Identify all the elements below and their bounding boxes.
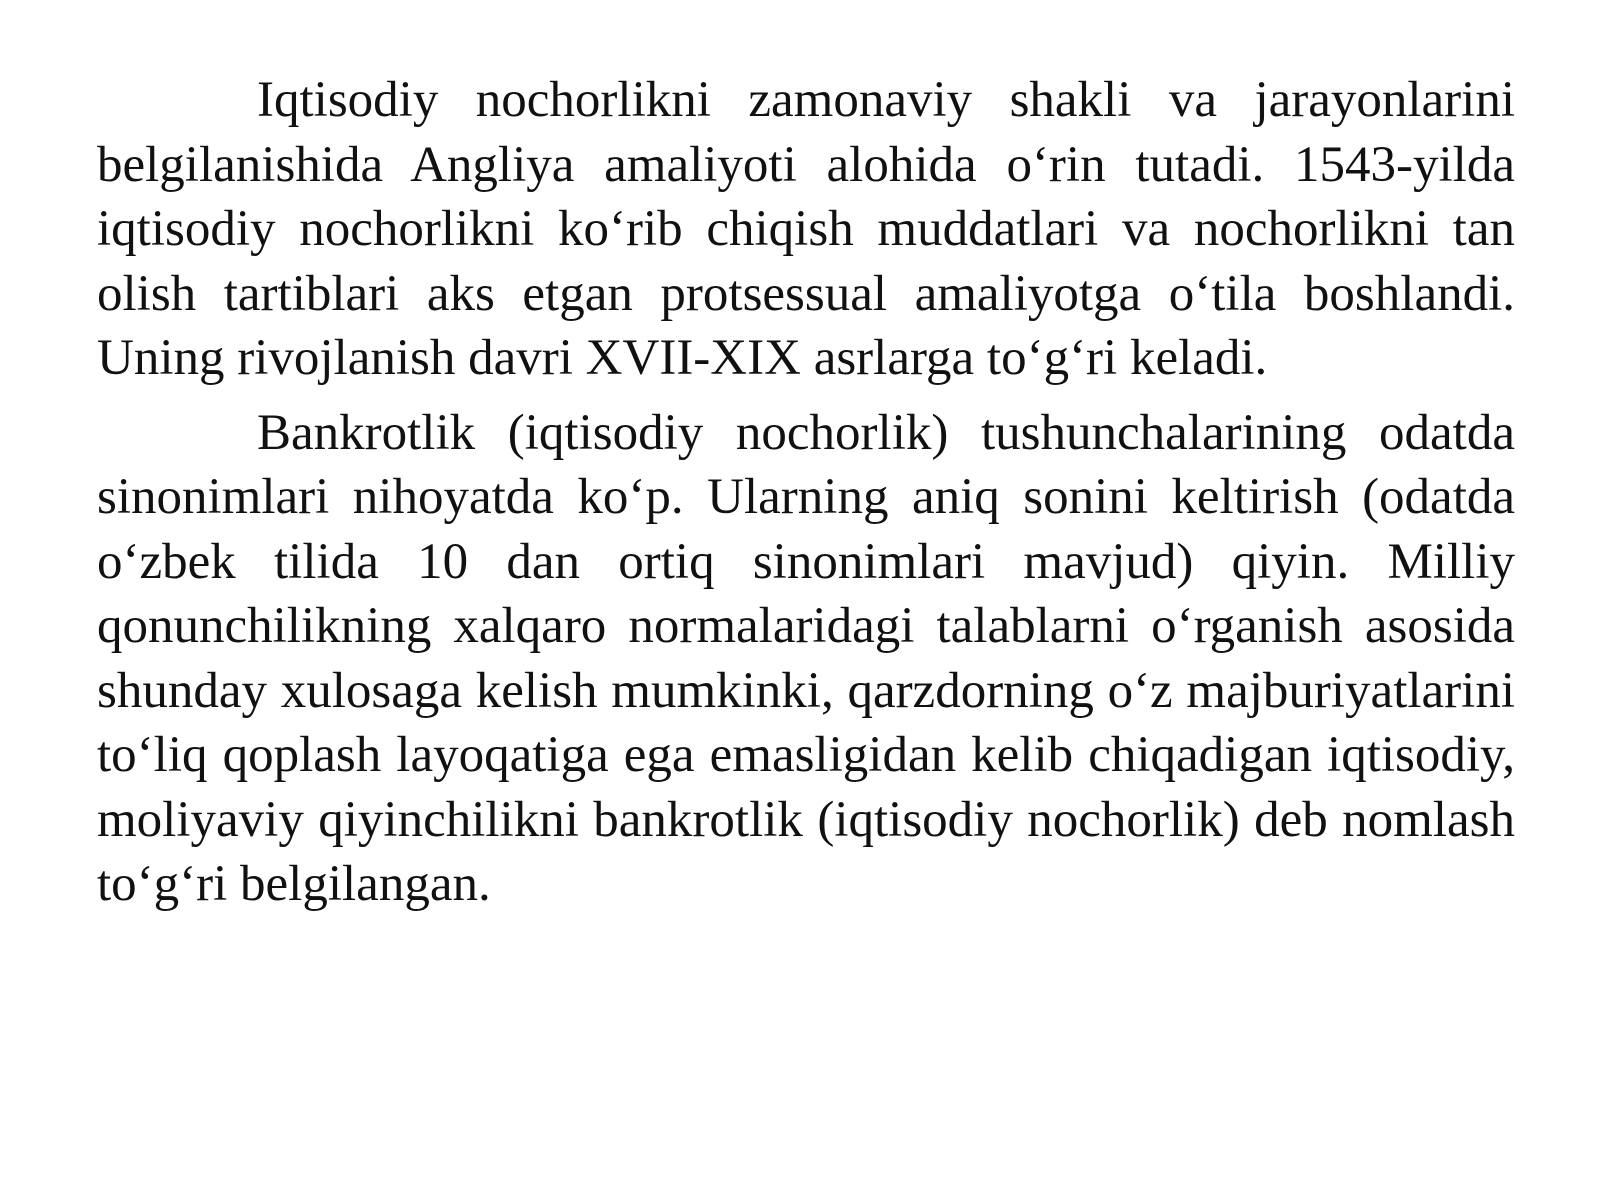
paragraph-1: Iqtisodiy nochorlikni zamonaviy shakli va jarayonlarini belgilanishida Angliya amaliyoti alohida o‘rin tutadi. 1543-yilda iqtisodiy nochorlikni ko‘rib chiqish muddatlari va nochorlikni tan olish tartiblari aks etgan protsessual amaliyotga o‘tila boshlandi. Uning rivojlanish davri XVII-XIX asrlarga to‘g‘ri keladi. xyxy=(97,72,1515,386)
paragraph-2: Bankrotlik (iqtisodiy nochorlik) tushunchalarining odatda sinonimlari nihoyatda ko‘p. Ularning aniq sonini keltirish (odatda o‘zbek tilida 10 dan ortiq sinonimlari mavjud) qiyin. Milliy qonunchilikning xalqaro normalaridagi talablarni o‘rganish asosida shunday xulosaga kelish mumkinki, qarzdorning o‘z majburiyatlarini to‘liq qoplash layoqatiga ega emasligidan kelib chiqadigan iqtisodiy, moliyaviy qiyinchilikni bankrotlik (iqtisodiy nochorlik) deb nomlash to‘g‘ri belgilangan. xyxy=(97,404,1515,912)
text-body xyxy=(97,68,1515,917)
